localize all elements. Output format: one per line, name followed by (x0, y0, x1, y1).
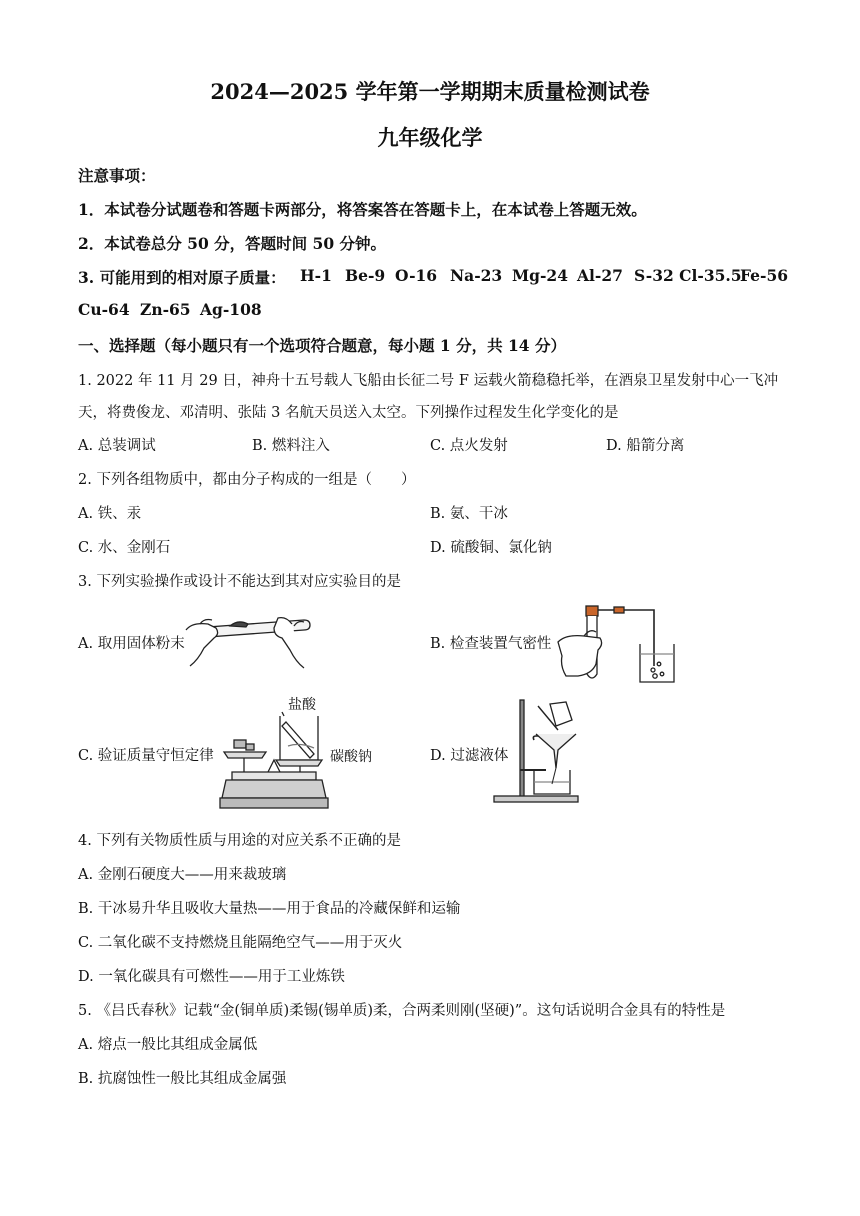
mass-s-cl: S-32 Cl-35.5 (634, 266, 742, 285)
mass-fe: Fe-56 (740, 266, 789, 285)
q3-option-c: C. 验证质量守恒定律 (78, 748, 214, 764)
mass-h: H-1 (300, 266, 332, 285)
q3-option-a: A. 取用固体粉末 (78, 636, 185, 652)
q4-option-d: D. 一氧化碳具有可燃性——用于工业炼铁 (78, 969, 345, 985)
q1-option-c: C. 点火发射 (430, 438, 508, 454)
q1-option-a: A. 总装调试 (78, 438, 156, 454)
q3-stem: 3. 下列实验操作或设计不能达到其对应实验目的是 (78, 574, 401, 590)
q3-option-b: B. 检查装置气密性 (430, 636, 552, 652)
q2-option-b: B. 氨、干冰 (430, 506, 508, 522)
q1-option-d: D. 船箭分离 (606, 438, 685, 454)
q2-option-c: C. 水、金刚石 (78, 540, 171, 556)
notice-item-2: 2．本试卷总分 50 分，答题时间 50 分钟。 (78, 234, 387, 253)
notice-item-1: 1．本试卷分试题卷和答题卡两部分，将答案答在答题卡上，在本试卷上答题无效。 (78, 200, 647, 219)
q4-option-c: C. 二氧化碳不支持燃烧且能隔绝空气——用于灭火 (78, 935, 403, 951)
q4-option-a: A. 金刚石硬度大——用来裁玻璃 (78, 867, 287, 883)
mass-cu: Cu-64 (78, 300, 130, 319)
mass-ag: Ag-108 (200, 300, 262, 319)
test-tube-powder-figure (186, 608, 316, 670)
q5-option-b: B. 抗腐蚀性一般比其组成金属强 (78, 1071, 287, 1087)
mass-be: Be-9 (345, 266, 386, 285)
section-1-heading: 一、选择题（每小题只有一个选项符合题意，每小题 1 分，共 14 分） (78, 336, 566, 355)
q3-option-d: D. 过滤液体 (430, 748, 509, 764)
notice-heading: 注意事项： (78, 166, 156, 185)
mass-zn: Zn-65 (140, 300, 191, 319)
notice-item-3-label: 3. 可能用到的相对原子质量： (78, 268, 286, 287)
q1-option-b: B. 燃料注入 (252, 438, 330, 454)
label-hydrochloric-acid: 盐酸 (288, 697, 316, 713)
filtration-figure (490, 700, 590, 804)
q5-option-a: A. 熔点一般比其组成金属低 (78, 1037, 258, 1053)
exam-subtitle: 九年级化学 (377, 125, 483, 150)
mass-al: Al-27 (577, 266, 623, 285)
exam-title: 2024—2025 学年第一学期期末质量检测试卷 (210, 79, 650, 104)
q2-option-d: D. 硫酸铜、氯化钠 (430, 540, 552, 556)
q4-option-b: B. 干冰易升华且吸收大量热——用于食品的冷藏保鲜和运输 (78, 901, 461, 917)
q4-stem: 4. 下列有关物质性质与用途的对应关系不正确的是 (78, 833, 401, 849)
q1-stem-line-2: 天，将费俊龙、邓清明、张陆 3 名航天员送入太空。下列操作过程发生化学变化的是 (78, 405, 619, 421)
q2-option-a: A. 铁、汞 (78, 506, 142, 522)
balance-figure (218, 712, 330, 814)
label-sodium-carbonate: 碳酸钠 (330, 749, 372, 765)
atomic-masses-line-2 (0, 300, 860, 322)
atomic-masses-line-1 (0, 266, 860, 288)
q2-stem: 2. 下列各组物质中，都由分子构成的一组是（ ） (78, 472, 416, 488)
q1-stem-line-1: 1. 2022 年 11 月 29 日，神舟十五号载人飞船由长征二号 F 运载火箭稳稳托举，在酒泉卫星发射中心一飞冲 (78, 373, 779, 389)
q5-stem: 5. 《吕氏春秋》记载“金(铜单质)柔锡(锡单质)柔，合两柔则刚(坚硬)”。这句话说明合金具有的特性是 (78, 1003, 726, 1019)
mass-o: O-16 (395, 266, 438, 285)
mass-na: Na-23 (450, 266, 503, 285)
mass-mg: Mg-24 (512, 266, 568, 285)
airtightness-check-figure (556, 596, 688, 686)
